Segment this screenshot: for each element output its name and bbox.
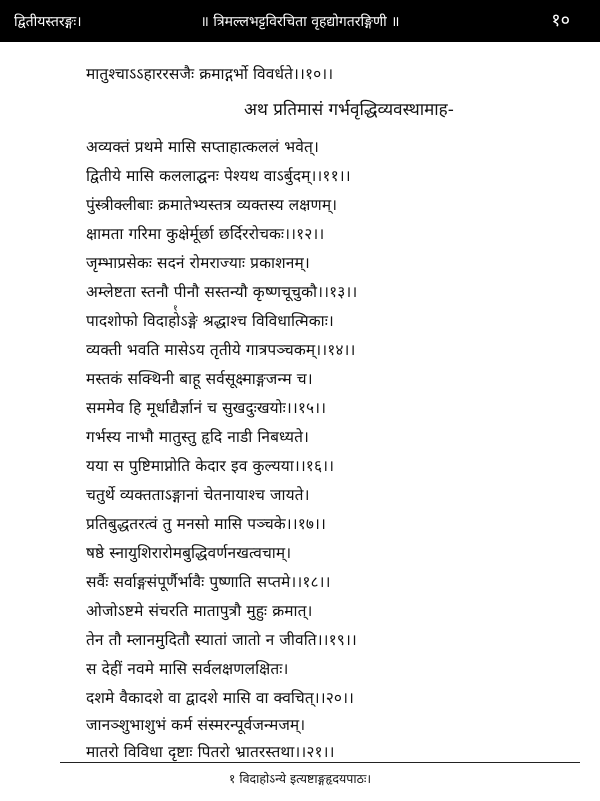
verse-line: पुंस्त्रीक्लीबाः क्रमातेभ्यस्तत्र व्यक्तस्य लक्षणम्। — [86, 196, 338, 214]
verse-line: प्रतिबुद्धतरत्वं तु मनसो मासि पञ्चके।।१७।। — [86, 515, 327, 533]
book-title: ॥ त्रिमल्लभट्टविरचिता वृहद्योगतरङ्गिणी ॥ — [200, 14, 400, 30]
chapter-title: द्वितीयस्तरङ्गः। — [14, 14, 82, 30]
footnote-divider — [60, 762, 580, 763]
verse-line: सममेव हि मूर्धाद्यैर्ज्ञानं च सुखदुःखयोः।।१५।। — [86, 399, 327, 417]
running-header — [0, 0, 600, 42]
footnote-marker: १ — [173, 304, 178, 314]
verse-line: मस्तकं सक्थिनी बाहू सर्वसूक्ष्माङ्गजन्म च। — [86, 370, 313, 388]
verse-line: तेन तौ म्लानमुदितौ स्यातां जातो न जीवति।।१९।। — [86, 631, 357, 649]
verse-line: जानञ्शुभाशुभं कर्म संस्मरन्पूर्वजन्मजम्। — [86, 716, 306, 734]
verse-line: दशमे वैकादशे वा द्वादशे मासि वा क्वचित्।।२०।। — [86, 689, 355, 707]
verse-line: चतुर्थे व्यक्तताऽङ्गानां चेतनायाश्च जायते। — [86, 486, 310, 504]
verse-line: व्यक्ती भवति मासेऽय तृतीये गात्रपञ्चकम्।।१४।। — [86, 341, 356, 359]
verse-line: यया स पुष्टिमाप्नोति केदार इव कुल्यया।।१६।। — [86, 457, 335, 475]
verse-line: मातरो विविधा दृष्टाः पितरो भ्रातरस्तथा।।२१।। — [86, 743, 335, 761]
verse-line: क्षामता गरिमा कुक्षेर्मूर्छा छर्दिररोचकः।।१२।। — [86, 225, 325, 243]
footnote: १ विदाहोऽन्ये इत्यष्टाङ्गहृदयपाठः। — [228, 771, 372, 786]
section-heading: अथ प्रतिमासं गर्भवृद्धिव्यवस्थामाह- — [244, 100, 454, 120]
verse-line: ओजोऽष्टमे संचरति मातापुत्रौ मुहुः क्रमात्। — [86, 602, 313, 620]
verse-line: अव्यक्तं प्रथमे मासि सप्ताहात्कललं भवेत्। — [86, 138, 319, 156]
verse-line: पादशोफो विदाहोऽङ्गे श्रद्धाश्च विविधात्मिकाः। — [86, 312, 334, 330]
verse-line: गर्भस्य नाभौ मातुस्तु हृदि नाडी निबध्यते। — [86, 428, 309, 446]
verse-line: जृम्भाप्रसेकः सदनं रोमराज्याः प्रकाशनम्। — [86, 254, 310, 272]
verse-line: मातुश्चाऽऽहाररसजैः क्रमाद्गर्भो विवर्धते।।१०।। — [86, 65, 334, 83]
verse-line: अम्लेष्टता स्तनौ पीनौ सस्तन्यौ कृष्णचूचुकौ।।१३।। — [86, 283, 358, 301]
page-number: १० — [551, 10, 570, 31]
verse-line: स देहीं नवमे मासि सर्वलक्षणलक्षितः। — [86, 660, 289, 678]
verse-line: सर्वैः सर्वाङ्गसंपूर्णैर्भावैः पुष्णाति सप्तमे।।१८।। — [86, 573, 331, 591]
verse-line: षष्ठे स्नायुशिरारोमबुद्धिवर्णनखत्वचाम्। — [86, 544, 292, 562]
verse-line: द्वितीये मासि कललाद्घनः पेश्यथ वाऽर्बुदम्।।११।। — [86, 167, 351, 185]
